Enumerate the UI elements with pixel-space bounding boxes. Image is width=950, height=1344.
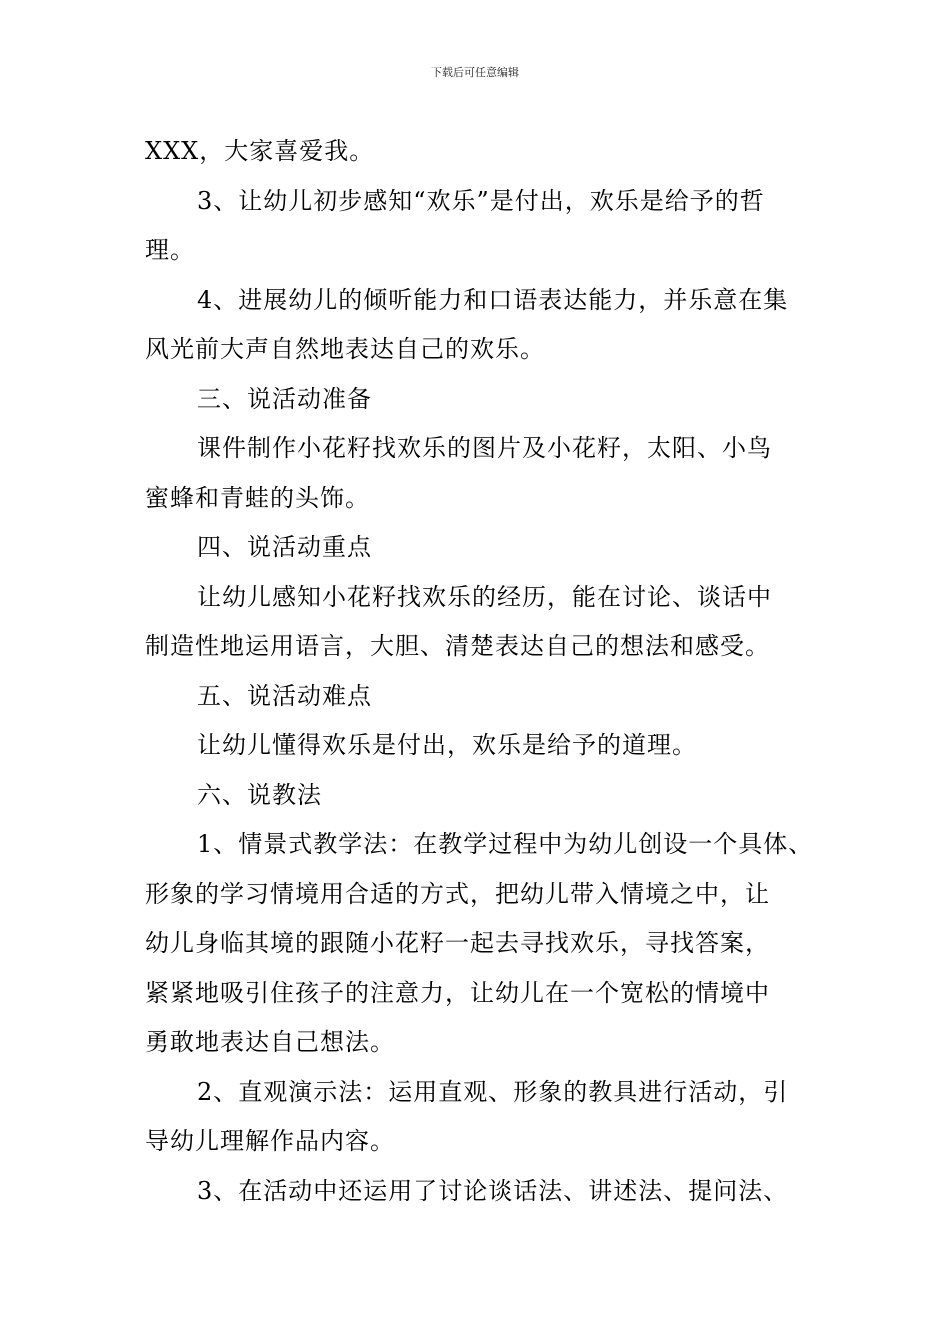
text-line: 导幼儿理解作品内容。 xyxy=(145,1127,395,1155)
section-heading: 四、说活动重点 xyxy=(197,533,372,561)
text-line: 幼儿身临其境的跟随小花籽一起去寻找欢乐，寻找答案， xyxy=(145,929,770,957)
text-line: 勇敢地表达自己想法。 xyxy=(145,1028,395,1056)
document-body xyxy=(145,127,814,1216)
text-line: 3、让幼儿初步感知“欢乐”是付出，欢乐是给予的哲 xyxy=(197,186,765,215)
text-line: 蜜蜂和青蛙的头饰。 xyxy=(145,483,370,512)
text-line: 3、在活动中还运用了讨论谈话法、讲述法、提问法、 xyxy=(197,1176,789,1205)
text-line: 风光前大声自然地表达自己的欢乐。 xyxy=(145,335,545,363)
text-line: 形象的学习情境用合适的方式，把幼儿带入情境之中，让 xyxy=(145,879,770,908)
text-line: 4、进展幼儿的倾听能力和口语表达能力，并乐意在集 xyxy=(197,285,789,314)
section-heading: 五、说活动难点 xyxy=(197,681,372,710)
text-line: 1、情景式教学法：在教学过程中为幼儿创设一个具体、 xyxy=(197,830,814,858)
section-heading: 三、说活动准备 xyxy=(197,384,372,413)
text-line: 2、直观演示法：运用直观、形象的教具进行活动，引 xyxy=(197,1077,789,1106)
text-line: XXX，大家喜爱我。 xyxy=(145,137,375,165)
text-line: 紧紧地吸引住孩子的注意力，让幼儿在一个宽松的情境中 xyxy=(145,978,770,1007)
text-line: 制造性地运用语言，大胆、清楚表达自己的想法和感受。 xyxy=(145,632,770,660)
section-heading: 六、说教法 xyxy=(197,780,322,809)
text-line: 理。 xyxy=(145,236,195,264)
text-line: 让幼儿感知小花籽找欢乐的经历，能在讨论、谈话中 xyxy=(197,582,772,611)
text-line: 课件制作小花籽找欢乐的图片及小花籽，太阳、小鸟 xyxy=(197,434,772,462)
header-note: 下载后可任意编辑 xyxy=(431,66,519,79)
text-line: 让幼儿懂得欢乐是付出，欢乐是给予的道理。 xyxy=(197,731,697,759)
